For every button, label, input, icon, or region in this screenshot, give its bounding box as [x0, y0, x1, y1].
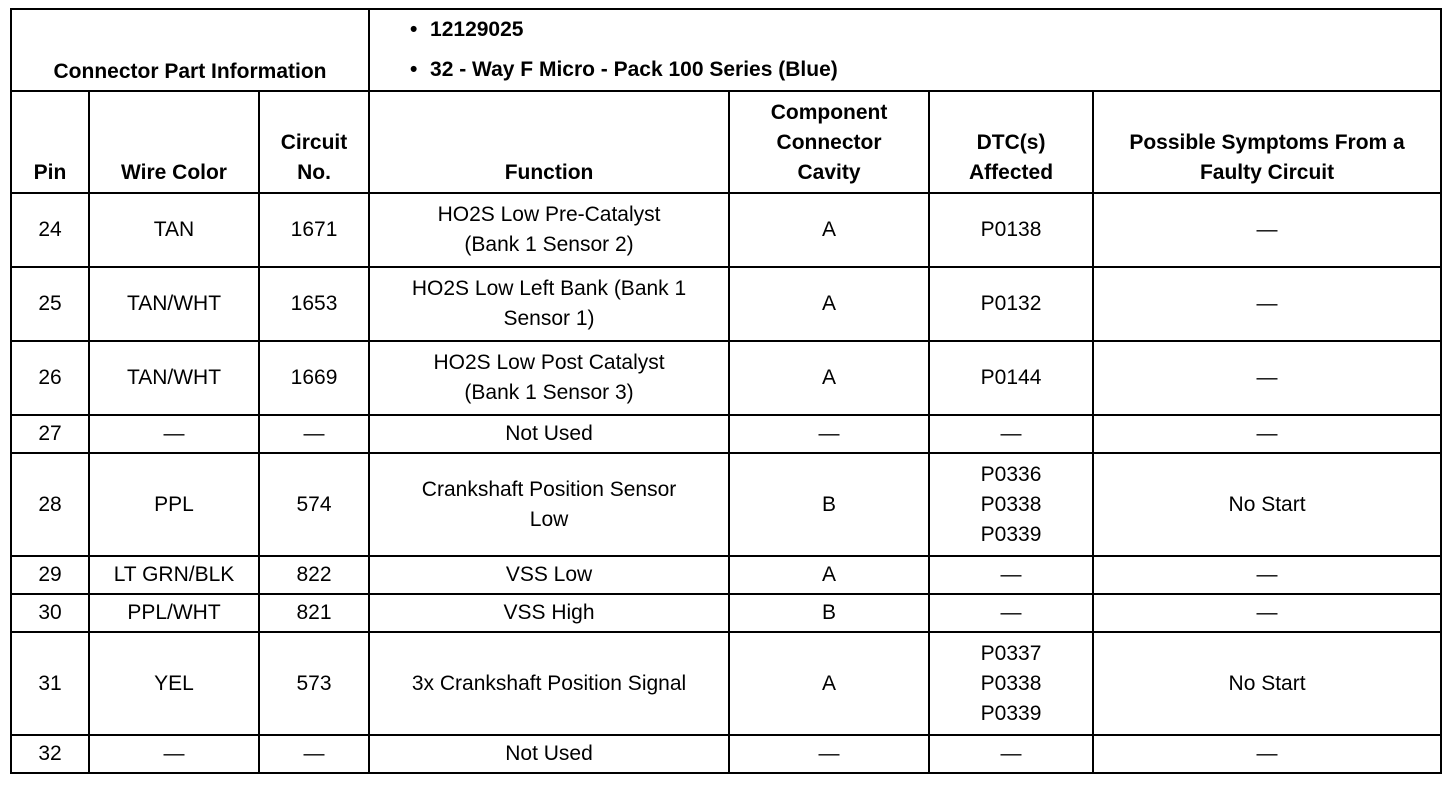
cell-dtc: — [929, 415, 1093, 453]
cell-pin: 26 [11, 341, 89, 415]
cell-wire-color: TAN/WHT [89, 267, 259, 341]
cell-cavity: A [729, 556, 929, 594]
cell-circuit-no: 822 [259, 556, 369, 594]
cell-cavity: — [729, 735, 929, 773]
cell-wire-color: LT GRN/BLK [89, 556, 259, 594]
cell-circuit-no: — [259, 415, 369, 453]
col-header-function: Function [369, 91, 729, 193]
cell-wire-color: — [89, 415, 259, 453]
cell-function: Not Used [369, 415, 729, 453]
table-row [11, 341, 1441, 415]
cell-wire-color: PPL [89, 453, 259, 556]
cell-pin: 27 [11, 415, 89, 453]
cell-cavity: A [729, 632, 929, 735]
connector-table [10, 8, 1442, 774]
cell-symptom: — [1093, 415, 1441, 453]
cell-function: VSS Low [369, 556, 729, 594]
connector-description: • 32 - Way F Micro - Pack 100 Series (Blue) [410, 50, 1436, 90]
cell-dtc: P0138 [929, 193, 1093, 267]
cell-circuit-no: 574 [259, 453, 369, 556]
cell-pin: 28 [11, 453, 89, 556]
table-row [11, 594, 1441, 632]
cell-symptom: — [1093, 267, 1441, 341]
col-header-pin: Pin [11, 91, 89, 193]
cell-dtc: — [929, 735, 1093, 773]
connector-info [369, 9, 1441, 91]
cell-cavity: A [729, 193, 929, 267]
cell-circuit-no: 1671 [259, 193, 369, 267]
cell-cavity: A [729, 341, 929, 415]
cell-pin: 32 [11, 735, 89, 773]
cell-function: Not Used [369, 735, 729, 773]
cell-symptom: — [1093, 556, 1441, 594]
cell-function: HO2S Low Left Bank (Bank 1 Sensor 1) [369, 267, 729, 341]
table-row [11, 632, 1441, 735]
cell-dtc: P0144 [929, 341, 1093, 415]
cell-dtc: P0132 [929, 267, 1093, 341]
cell-wire-color: TAN [89, 193, 259, 267]
cell-pin: 31 [11, 632, 89, 735]
cell-circuit-no: 573 [259, 632, 369, 735]
cell-pin: 24 [11, 193, 89, 267]
table-row [11, 193, 1441, 267]
cell-circuit-no: — [259, 735, 369, 773]
cell-function: HO2S Low Pre-Catalyst (Bank 1 Sensor 2) [369, 193, 729, 267]
cell-cavity: B [729, 453, 929, 556]
cell-function: Crankshaft Position Sensor Low [369, 453, 729, 556]
cell-wire-color: TAN/WHT [89, 341, 259, 415]
cell-symptom: No Start [1093, 632, 1441, 735]
cell-circuit-no: 1653 [259, 267, 369, 341]
cell-circuit-no: 1669 [259, 341, 369, 415]
cell-circuit-no: 821 [259, 594, 369, 632]
col-header-symptoms: Possible Symptoms From a Faulty Circuit [1093, 91, 1441, 193]
cell-wire-color: PPL/WHT [89, 594, 259, 632]
cell-dtc: — [929, 594, 1093, 632]
cell-dtc: — [929, 556, 1093, 594]
cell-symptom: — [1093, 193, 1441, 267]
cell-pin: 30 [11, 594, 89, 632]
col-header-circuit-no: Circuit No. [259, 91, 369, 193]
connector-info-row [11, 9, 1441, 91]
cell-function: VSS High [369, 594, 729, 632]
cell-cavity: B [729, 594, 929, 632]
cell-function: HO2S Low Post Catalyst (Bank 1 Sensor 3) [369, 341, 729, 415]
table-row [11, 735, 1441, 773]
table-row [11, 556, 1441, 594]
connector-label: Connector Part Information [11, 9, 369, 91]
connector-part-number: • 12129025 [410, 10, 1436, 50]
table-row [11, 267, 1441, 341]
col-header-cavity: Component Connector Cavity [729, 91, 929, 193]
col-header-dtc: DTC(s) Affected [929, 91, 1093, 193]
table-row [11, 415, 1441, 453]
cell-symptom: — [1093, 594, 1441, 632]
column-header-row [11, 91, 1441, 193]
cell-cavity: — [729, 415, 929, 453]
cell-pin: 25 [11, 267, 89, 341]
cell-symptom: — [1093, 341, 1441, 415]
cell-wire-color: — [89, 735, 259, 773]
cell-dtc: P0337 P0338 P0339 [929, 632, 1093, 735]
cell-function: 3x Crankshaft Position Signal [369, 632, 729, 735]
table-row [11, 453, 1441, 556]
cell-pin: 29 [11, 556, 89, 594]
cell-symptom: — [1093, 735, 1441, 773]
cell-dtc: P0336 P0338 P0339 [929, 453, 1093, 556]
connector-info-list [410, 10, 1436, 90]
cell-wire-color: YEL [89, 632, 259, 735]
cell-symptom: No Start [1093, 453, 1441, 556]
col-header-wire-color: Wire Color [89, 91, 259, 193]
table-body [11, 193, 1441, 773]
cell-cavity: A [729, 267, 929, 341]
